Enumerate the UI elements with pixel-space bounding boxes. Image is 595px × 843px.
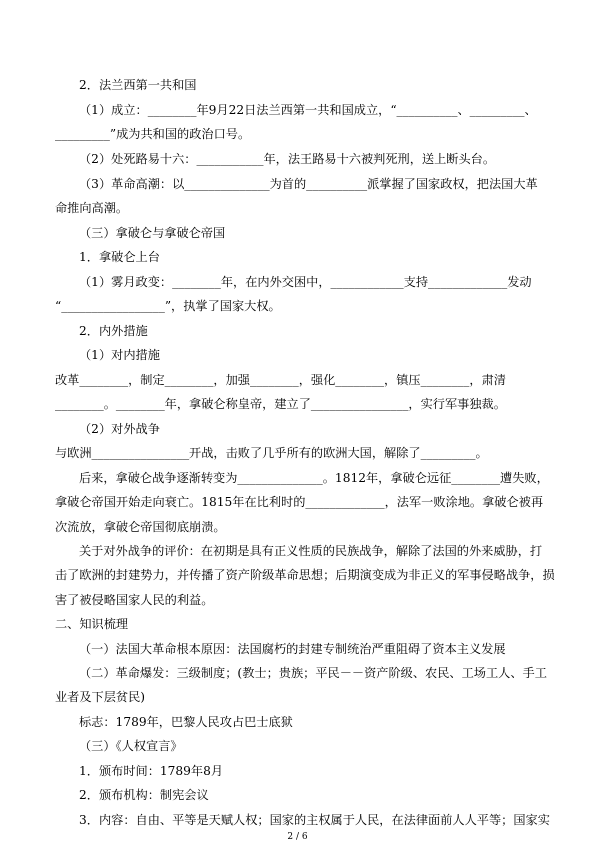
text-line: 2．颁布机构：制宪会议 [79, 788, 209, 802]
text-line: 次流放，拿破仑帝国彻底崩溃。 [55, 520, 226, 534]
text-line: （一）法国大革命根本原因：法国腐朽的封建专制统治严重阻碍了资本主义发展 [79, 642, 506, 656]
text-line: 标志：1789年，巴黎人民攻占巴士底狱 [79, 715, 293, 729]
text-line: （1）成立：________年9月22日法兰西第一共和国成立，“__________、_________、 [79, 103, 537, 117]
text-line: （1）雾月政变：________年，在内外交困中，____________支持_____________发动 [79, 275, 532, 289]
subsection-heading: （2）对外战争 [79, 422, 160, 436]
text-line: 业者及下层贫民) [55, 690, 146, 704]
subsection-heading: 2．内外措施 [79, 324, 148, 338]
text-line: 3．内容：自由、平等是天赋人权；国家的主权属于人民，在法律面前人人平等；国家实 [79, 813, 550, 827]
text-line: 改革________，制定________，加强________，强化________，镇压________，肃清 [55, 373, 506, 387]
subsection-heading: 1．拿破仑上台 [79, 250, 160, 264]
text-line: 后来，拿破仑战争逐渐转变为______________。1812年，拿破仑远征________遭失败， [79, 471, 549, 485]
subsection-heading: （三）《人权宣言》 [79, 739, 183, 753]
text-line: ________。________年，拿破仑称皇帝，建立了________________，实行军事独裁。 [55, 397, 506, 411]
text-line: “_________________”，执掌了国家大权。 [55, 299, 281, 313]
section-heading-first-republic: 2．法兰西第一共和国 [79, 78, 197, 92]
text-line: 击了欧洲的封建势力，并传播了资产阶级革命思想；后期演变成为非正义的军事侵略战争，损 [55, 568, 555, 582]
text-line: 与欧洲________________开战，击败了几乎所有的欧洲大国，解除了_________。 [55, 446, 488, 460]
text-line: _________”成为共和国的政治口号。 [55, 127, 251, 141]
text-line: 关于对外战争的评价：在初期是具有正义性质的民族战争，解除了法国的外来威胁，打 [79, 544, 543, 558]
subsection-heading: （1）对内措施 [79, 348, 160, 362]
page-number: 2 / 6 [287, 832, 308, 842]
text-line: （2）处死路易十六：___________年，法王路易十六被判死刑，送上断头台。 [79, 152, 496, 166]
text-line: （3）革命高潮：以______________为首的__________派掌握了国家政权，把法国大革 [79, 177, 538, 191]
text-line: 拿破仑帝国开始走向衰亡。1815年在比利时的_____________，法军一败涂地。拿破仑被再 [55, 495, 544, 509]
text-line: 命推向高潮。 [55, 201, 129, 215]
text-line: 1．颁布时间：1789年8月 [79, 764, 224, 778]
text-line: （二）革命爆发：三级制度；(教士；贵族；平民－－资产阶级、农民、工场工人、手工 [79, 666, 547, 680]
section-heading-napoleon: （三）拿破仑与拿破仑帝国 [79, 226, 226, 240]
section-heading-knowledge-review: 二、知识梳理 [55, 617, 129, 631]
text-line: 害了被侵略国家人民的利益。 [55, 593, 214, 607]
